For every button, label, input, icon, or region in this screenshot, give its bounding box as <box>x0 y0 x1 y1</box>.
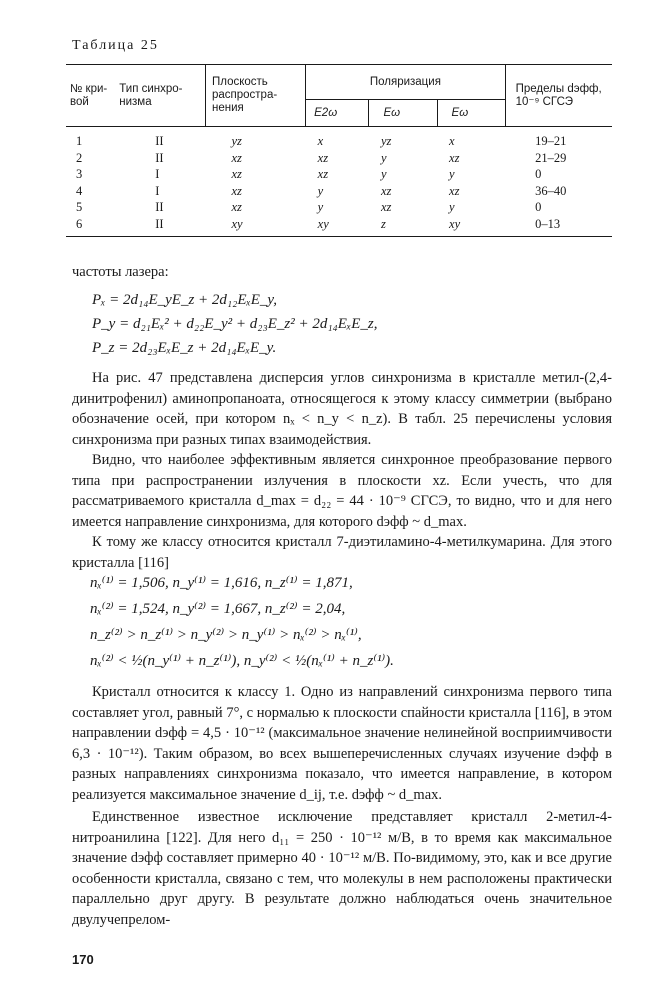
col-header-polarization: Поляризация <box>306 65 505 100</box>
table-row: 4 I xz y xz xz 36–40 <box>76 183 567 198</box>
table-row: 3 I xz xz y y 0 <box>76 167 542 181</box>
col-header-ew1: Eω <box>369 100 437 127</box>
lead-text: частоты лазера: <box>72 264 169 280</box>
equation-pz: P_z = 2d₂₃EₓE_z + 2d₁₄EₓE_y. <box>92 340 277 356</box>
refractive-index-formulas <box>90 570 394 674</box>
formula-line-2: nₓ⁽²⁾ = 1,524, n_y⁽²⁾ = 1,667, n_z⁽²⁾ = 2,04, <box>90 601 346 617</box>
body-text-1 <box>72 368 612 573</box>
col-header-limits: Пределы dэфф, 10⁻⁹ СГСЭ <box>505 65 612 126</box>
table-row: 6 II xy xy z xy 0–13 <box>76 216 561 231</box>
polarization-equations <box>92 288 377 360</box>
equation-px: Pₓ = 2d₁₄E_yE_z + 2d₁₂EₓE_y, <box>92 292 278 308</box>
col-header-ew2: Eω <box>437 100 505 127</box>
col-header-e2w: E2ω <box>306 100 369 127</box>
paragraph-5: Единственное известное исключение представляет кристалл 2-метил-4-нитроанилина [122]. Для него d₁₁ = 250 · 10⁻¹² м/В, в то время как максимальное значение dэфф составляет примерно 40 · 10⁻¹² м/В. По-видимому, это, как и все другие особенности кристалла, связано с тем, что молекулы в нем расположены практически параллельно друг другу. В результате должно наблюдаться очень значительное двулучепрелом- <box>72 809 612 928</box>
formula-line-3: n_z⁽²⁾ > n_z⁽¹⁾ > n_y⁽²⁾ > n_y⁽¹⁾ > nₓ⁽²⁾ > nₓ⁽¹⁾, <box>90 627 362 643</box>
col-header-num: № кри-вой <box>70 82 108 108</box>
paragraph-2: Видно, что наиболее эффективным является синхронное преобразование первого типа при распространении излучения в плоскости xz. Если учесть, что для рассматриваемого кристалла d_max = d₂₂ = 44 · 10⁻⁹ СГСЭ, то видно, что и для него имеется направление синхронизма, для которого dэфф ~ d_max. <box>72 452 612 530</box>
equation-py: P_y = d₂₁Eₓ² + d₂₂E_y² + d₂₃E_z² + 2d₁₄EₓE_z, <box>92 316 378 332</box>
data-table <box>66 64 612 237</box>
table-row: 5 II xz y xz y 0 <box>76 200 542 214</box>
formula-line-4: nₓ⁽²⁾ < ½(n_y⁽¹⁾ + n_z⁽¹⁾), n_y⁽²⁾ < ½(nₓ⁽¹⁾ + n_z⁽¹⁾). <box>90 653 394 669</box>
table-row: 1 II yz x yz x 19–21 <box>76 134 567 148</box>
paragraph-4: Кристалл относится к классу 1. Одно из направлений синхронизма первого типа составляет угол, равный 7°, с нормалью к плоскости спайности кристалла [116], в этом направлении dэфф = 4,5 · 10⁻¹² (максимальное значение нелинейной восприимчивости 6,3 · 10⁻¹²). Таким образом, во всех вышеперечисленных случаях изучение dэфф в разных направлениях синхронизма показало, что имеется направление, в котором реализуется максимальное значение d_ij, т.е. dэфф ~ d_max. <box>72 684 612 803</box>
col-header-plane: Плоскость распростра-нения <box>205 65 305 126</box>
table-caption: Таблица 25 <box>72 38 159 53</box>
paragraph-1: На рис. 47 представлена дисперсия углов синхронизма в кристалле метил-(2,4-динитрофенил) аминопропаноата, относящегося к этому классу симметрии (выбрано обозначение осей, при котором nₓ < n_y < n_z). В табл. 25 перечислены условия синхронизма при разных типах взаимодействия. <box>72 370 612 448</box>
page-number: 170 <box>72 952 94 967</box>
paragraph-3: К тому же классу относится кристалл 7-диэтиламино-4-метилкумарина. Для этого кристалла [116] <box>72 534 612 571</box>
table-row: 2 II xz xz y xz 21–29 <box>76 150 567 165</box>
formula-line-1: nₓ⁽¹⁾ = 1,506, n_y⁽¹⁾ = 1,616, n_z⁽¹⁾ = 1,871, <box>90 575 353 591</box>
col-header-type: Тип синхро-низма <box>119 82 183 108</box>
body-text-2 <box>72 682 612 930</box>
